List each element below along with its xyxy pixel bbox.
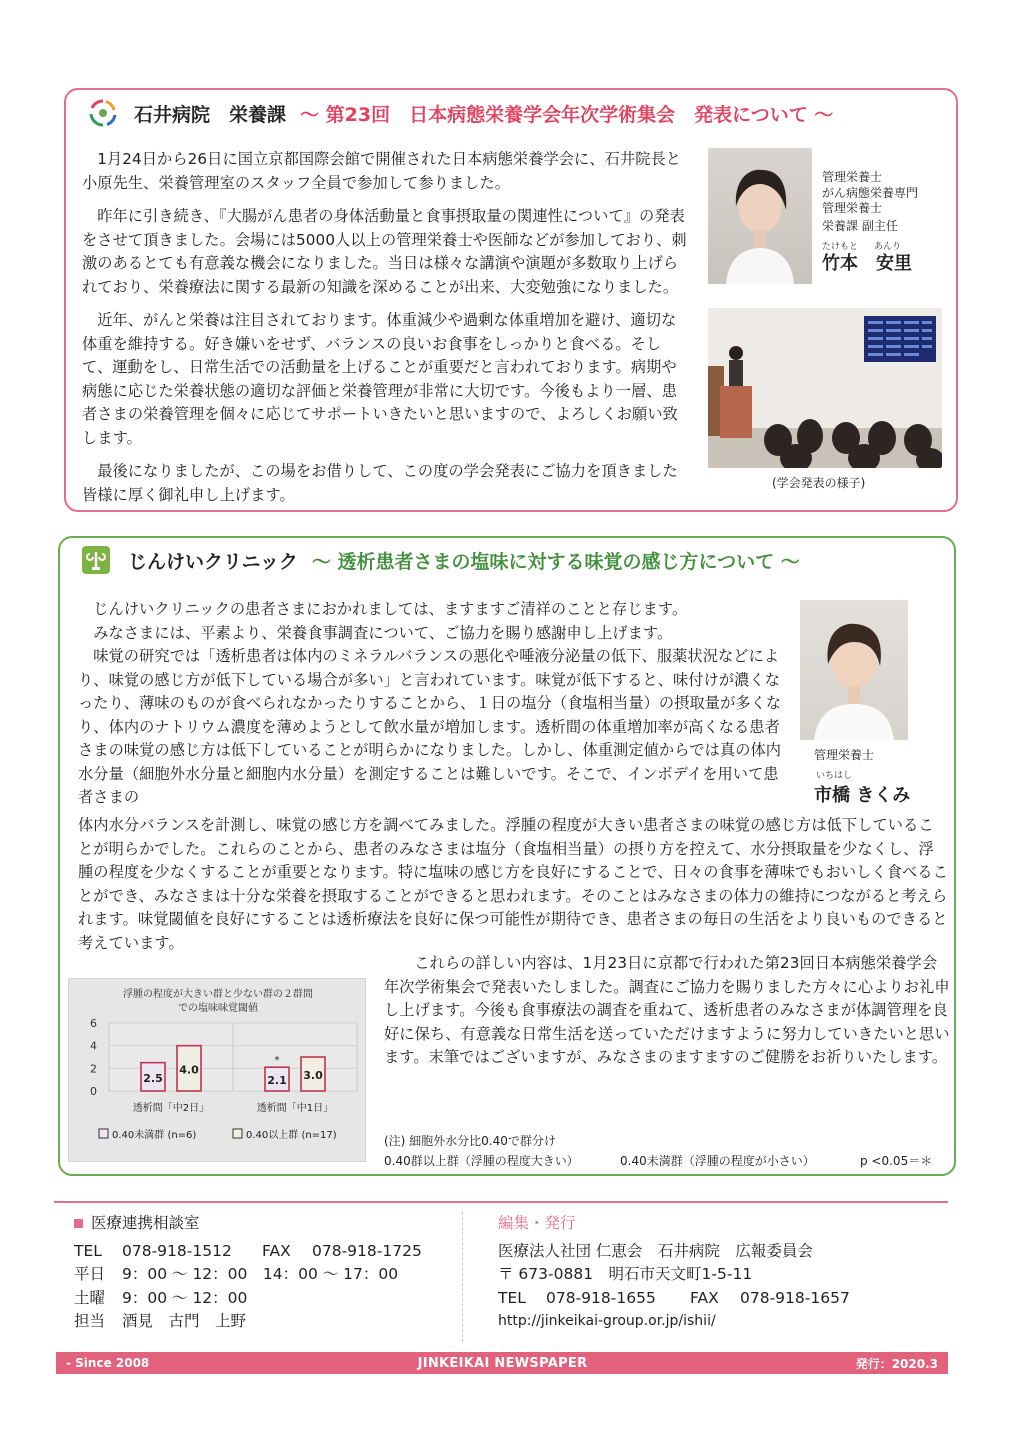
paragraph: 昨年に引き続き、『大腸がん患者の身体活動量と食事摂取量の関連性について』の発表をさせて頂きました。会場には5000人以上の管理栄養士や医師などが参加しており、刺激のあるとても有意義な機会になりました。当日は様々な講演や演題が多数取り上げられており、栄養療法に関する最新の知識を深めることが出来、大変勉強になりました。 [82,207,687,296]
publisher-org: 医療法人社団 仁恵会 石井病院 広報委員会 [498,1241,813,1260]
newspaper-name: JINKEIKAI NEWSPAPER [417,1355,588,1371]
paragraph: これらの詳しい内容は、1月23日に京都で行われた第23回日本病態栄養学会年次学術集会で発表いたしました。調査にご協力を賜りました方々に心よりお礼申し上げます。今後も食事療法の調査を重ねて、透析患者のみなさまが体調管理を良好に保ち、有意義な日常生活を送っていただけますように努力していきたいと思います。末筆ではございますが、みなさまのますますのご健勝をお祈りいたします。 [384,954,950,1066]
fax-number: 078-918-1657 [740,1288,850,1307]
fax-number: 078-918-1725 [312,1241,422,1260]
staff-names: 酒見 古門 上野 [122,1312,247,1330]
contact-heading-text: 医療連携相談室 [91,1214,200,1232]
chart-bar-value-label: 2.5 [143,1071,163,1085]
staff-title: がん病態栄養専門 [822,185,919,200]
bottom-bar [56,1352,948,1374]
footer-vertical-divider [462,1212,463,1342]
chart-svg [69,979,367,1163]
fax-label: FAX [262,1241,291,1260]
section-org: 石井病院 栄養課 [134,103,287,126]
weekday-label: 平日 [74,1265,106,1283]
chart-title-line-2: での塩味味覚閾値 [178,1003,258,1014]
jinkei-clinic-section [58,536,956,1176]
chart-bar-value-label: 2.1 [267,1074,287,1088]
paragraph: みなさまには、平素より、栄養食事調査について、ご協力を賜り感謝申し上げます。 [93,623,673,642]
chart-y-tick-label: 2 [90,1062,97,1076]
chart-bar-value-label: 4.0 [179,1063,199,1077]
square-bullet-icon [74,1219,83,1228]
clinic-logo-icon [82,546,110,574]
staff-name: 竹本 安里 [822,252,912,274]
weekday-hours-row [74,1263,422,1287]
paragraph: 近年、がんと栄養は注目されております。体重減少や過剰な体重増加を避け、適切な体重を維持する。好き嫌いをせず、バランスの良いお食事をしっかりと食べる。そして、運動をし、日常生活での活動量を上げることが重要だと言われております。病期や病態に応じた栄養状態の適切な評価と栄養管理が非常に大切です。今後もより一層、患者さまの栄養管理を個々に応じてサポートいきたいと思いますので、よろしくお願い致します。 [82,311,678,447]
chart-legend-swatch [233,1129,242,1138]
staff-name: 市橋 きくみ [814,784,911,806]
staff-label: 担当 [74,1312,106,1330]
staff-ruby: いちはし [816,770,853,781]
ishii-logo-icon [88,98,118,128]
section-title: ～ 透析患者さまの塩味に対する味覚の感じ方について ～ [311,550,800,573]
staff-title: 管理栄養士 [822,201,883,215]
tel-label: TEL [498,1288,526,1307]
tel-number[interactable]: 078-918-1512 [122,1241,232,1260]
chart-significance-mark: * [274,1055,280,1067]
ruby-given: あんり [874,242,902,252]
contact-heading [74,1212,422,1236]
contact-block [74,1212,422,1334]
staff-title: 栄養課 副主任 [822,218,898,233]
section-title: ～ 第23回 日本病態栄養学会年次学術集会 発表について ～ [300,103,834,126]
tel-number[interactable]: 078-918-1655 [546,1288,656,1307]
saturday-hours-row [74,1287,422,1311]
publisher-phone-row [498,1287,850,1311]
taste-threshold-chart [68,978,366,1162]
staff-photo-takemoto [708,148,812,284]
fax-label: FAX [690,1288,719,1307]
chart-legend-label: 0.40未満群 (n=6) [112,1130,197,1141]
chart-title-line-1: 浮腫の程度が大きい群と少ない群の２群間 [123,989,313,1000]
section-body-middle [78,814,948,955]
chart-y-tick-label: 4 [90,1039,97,1053]
paragraph: 体内水分バランスを計測し、味覚の感じ方を調べてみました。浮腫の程度が大きい患者さまの味覚の感じ方は低下していることが明らかでした。これらのことから、患者のみなさまは塩分（食塩相当量）の摂り方を控えて、水分摂取量を少なくし、浮腫の程度を少なくすることが重要となります。特に塩味の感じ方を良好にすることで、日々の食事を薄味でもおいしく食べることができ、みなさまは十分な栄養を摂取することができると思われます。そのことはみなさまの体力の維持につながると考えられます。味覚閾値を良好にすることは透析療法を良好に保つ可能性が期待でき、患者さまの毎日の生活をより良いものできると考えています。 [78,816,948,952]
chart-y-tick-label: 6 [90,1017,97,1030]
chart-x-tick-label: 透析間「中2日」 [132,1103,210,1114]
section-body-upper [78,598,782,810]
chart-x-tick-label: 透析間「中1日」 [256,1103,334,1114]
staff-info-ichihashi [814,748,910,807]
ishii-hospital-section [64,88,958,512]
conference-photo-caption: (学会発表の様子) [772,476,866,490]
chart-note-group-large: 0.40群以上群（浮腫の程度大きい） [384,1154,579,1168]
contact-phone-row [74,1240,422,1264]
tel-label: TEL [74,1241,102,1260]
conference-photo [708,308,942,468]
publisher-address: 〒 673-0881 明石市天文町1-5-11 [498,1265,753,1283]
section-header [88,98,833,128]
staff-row [74,1310,422,1334]
publisher-url-link[interactable]: http://jinkeikai-group.or.jp/ishii/ [498,1313,716,1329]
weekday-hours: 9：00 ～ 12：00 14：00 ～ 17：00 [122,1265,399,1283]
staff-info-takemoto [822,170,919,274]
paragraph: じんけいクリニックの患者さまにおかれましては、ますますご清祥のことと存じます。 [93,600,688,618]
publisher-heading: 編集・発行 [498,1214,576,1232]
paragraph: 味覚の研究では「透析患者は体内のミネラルバランスの悪化や唾液分泌量の低下、服薬状況などにより、味覚の感じ方が低下している場合が多い」と言われています。味覚が低下すると、味付けが濃くなったり、薄味のものが食べられなかったりすることから、１日の塩分（食塩相当量）の摂取量が多くなり、体内のナトリウム濃度を薄めようとして飲水量が増加します。透析間の体重増加率が高くなる患者さまの味覚の感じ方は低下していることが明らかになりました。しかし、体重測定値からでは真の体内水分量（細胞外水分量と細胞内水分量）を測定することは難しいです。そこで、インボデイを用いて患者さまの [78,647,782,806]
chart-note-group-small: 0.40未満群（浮腫の程度が小さい） [620,1154,815,1168]
staff-title: 管理栄養士 [814,748,875,762]
staff-title: 管理栄養士 [822,170,883,184]
publisher-block [498,1212,850,1334]
section-body [82,148,688,507]
chart-note-significance: p <0.05＝＊ [860,1154,933,1168]
section-org: じんけいクリニック [128,550,298,573]
section-body-lower [384,952,952,1070]
paragraph: 1月24日から26日に国立京都国際会館で開催された日本病態栄養学会に、石井院長と小原先生、栄養管理室のスタッフ全員で参加して参りました。 [82,150,682,192]
saturday-hours: 9：00 ～ 12：00 [122,1288,248,1307]
issue-date: 発行：2020.3 [855,1356,938,1371]
since-label: - Since 2008 [66,1356,150,1370]
footer-divider [54,1201,948,1203]
saturday-label: 土曜 [74,1288,106,1307]
chart-legend-label: 0.40以上群 (n=17) [246,1130,337,1141]
ruby-family: たけもと [822,242,859,252]
paragraph: 最後になりましたが、この場をお借りして、この度の学会発表にご協力を頂きました皆様に厚く御礼申し上げます。 [82,462,678,504]
chart-bar-value-label: 3.0 [303,1069,323,1082]
chart-legend-swatch [99,1129,108,1138]
chart-note-1: (注) 細胞外水分比0.40で群分け [384,1134,556,1148]
staff-photo-ichihashi [800,600,908,740]
section-header [82,546,800,574]
chart-y-tick-label: 0 [90,1085,97,1098]
